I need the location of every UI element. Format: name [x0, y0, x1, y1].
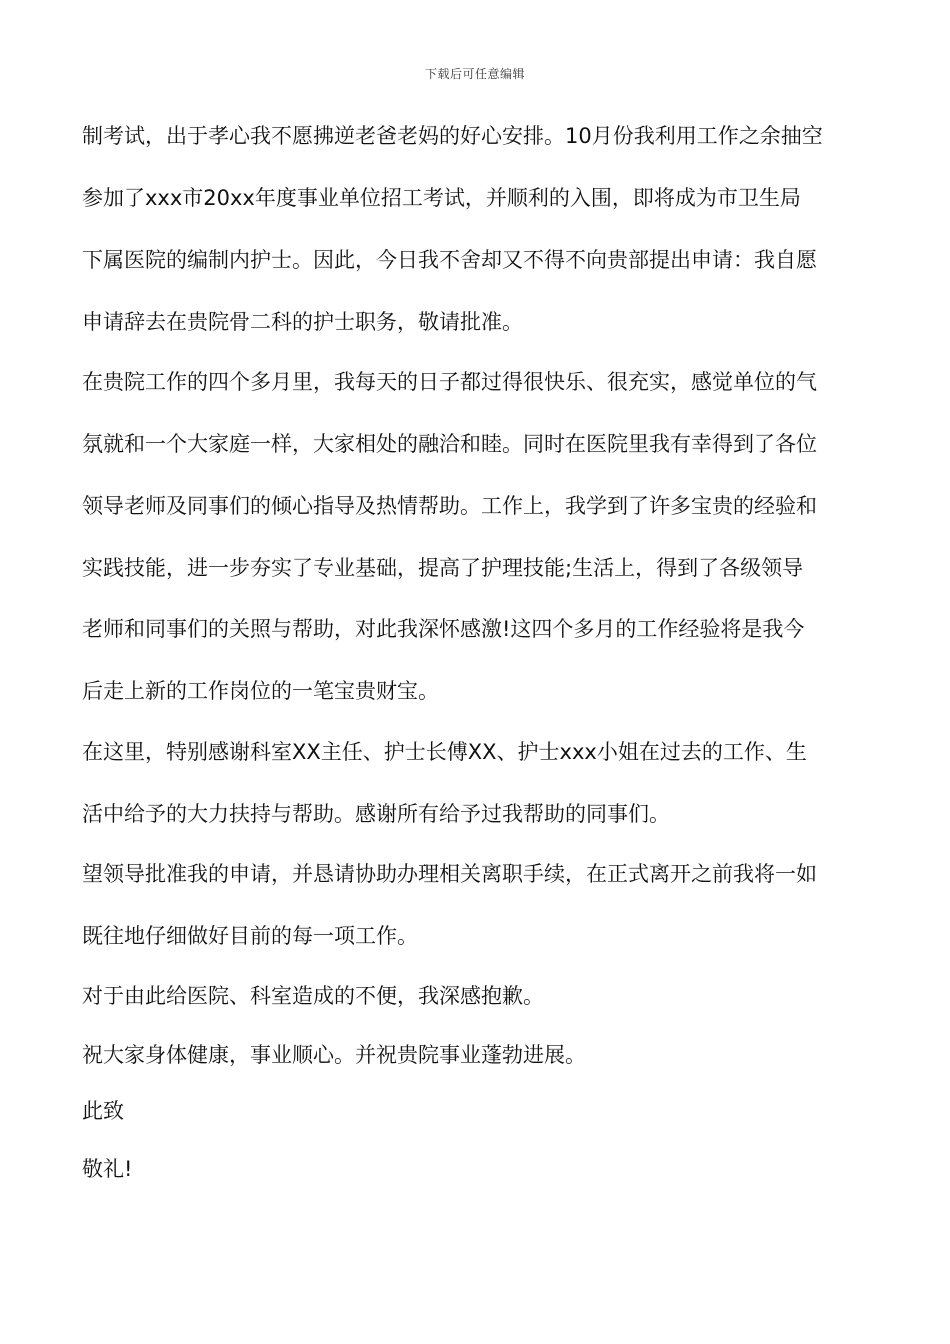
text-line-7: 领导老师及同事们的倾心指导及热情帮助。工作上，我学到了许多宝贵的经验和 — [82, 494, 817, 518]
text-line-8: 实践技能，进一步夯实了专业基础，提高了护理技能;生活上，得到了各级领导 — [82, 556, 804, 580]
text-line-6: 氛就和一个大家庭一样，大家相处的融洽和睦。同时在医院里我有幸得到了各位 — [82, 432, 817, 456]
text-line-1: 制考试，出于孝心我不愿拂逆老爸老妈的好心安排。10月份我利用工作之余抽空 — [82, 124, 823, 148]
text-line-5: 在贵院工作的四个多月里，我每天的日子都过得很快乐、很充实，感觉单位的气 — [82, 370, 817, 394]
text-line-11: 在这里，特别感谢科室XX主任、护士长傅XX、护士xxx小姐在过去的工作、生 — [82, 740, 807, 764]
text-line-13: 望领导批准我的申请，并恳请协助办理相关离职手续，在正式离开之前我将一如 — [82, 862, 817, 886]
text-line-15: 对于由此给医院、科室造成的不便，我深感抱歉。 — [82, 984, 544, 1008]
text-line-14: 既往地仔细做好目前的每一项工作。 — [82, 924, 418, 948]
text-line-3: 下属医院的编制内护士。因此，今日我不舍却又不得不向贵部提出申请：我自愿 — [82, 248, 817, 272]
closing-line-1: 此致 — [82, 1099, 124, 1123]
text-line-4: 申请辞去在贵院骨二科的护士职务，敬请批准。 — [82, 310, 523, 334]
text-line-12: 活中给予的大力扶持与帮助。感谢所有给予过我帮助的同事们。 — [82, 802, 670, 826]
text-line-2: 参加了xxx市20xx年度事业单位招工考试，并顺利的入围，即将成为市卫生局 — [82, 186, 801, 210]
text-line-9: 老师和同事们的关照与帮助，对此我深怀感激!这四个多月的工作经验将是我今 — [82, 617, 805, 641]
text-line-16: 祝大家身体健康，事业顺心。并祝贵院事业蓬勃进展。 — [82, 1043, 586, 1067]
closing-line-2: 敬礼! — [82, 1157, 133, 1181]
text-line-10: 后走上新的工作岗位的一笔宝贵财宝。 — [82, 679, 439, 703]
header-note: 下载后可任意编辑 — [424, 67, 525, 81]
